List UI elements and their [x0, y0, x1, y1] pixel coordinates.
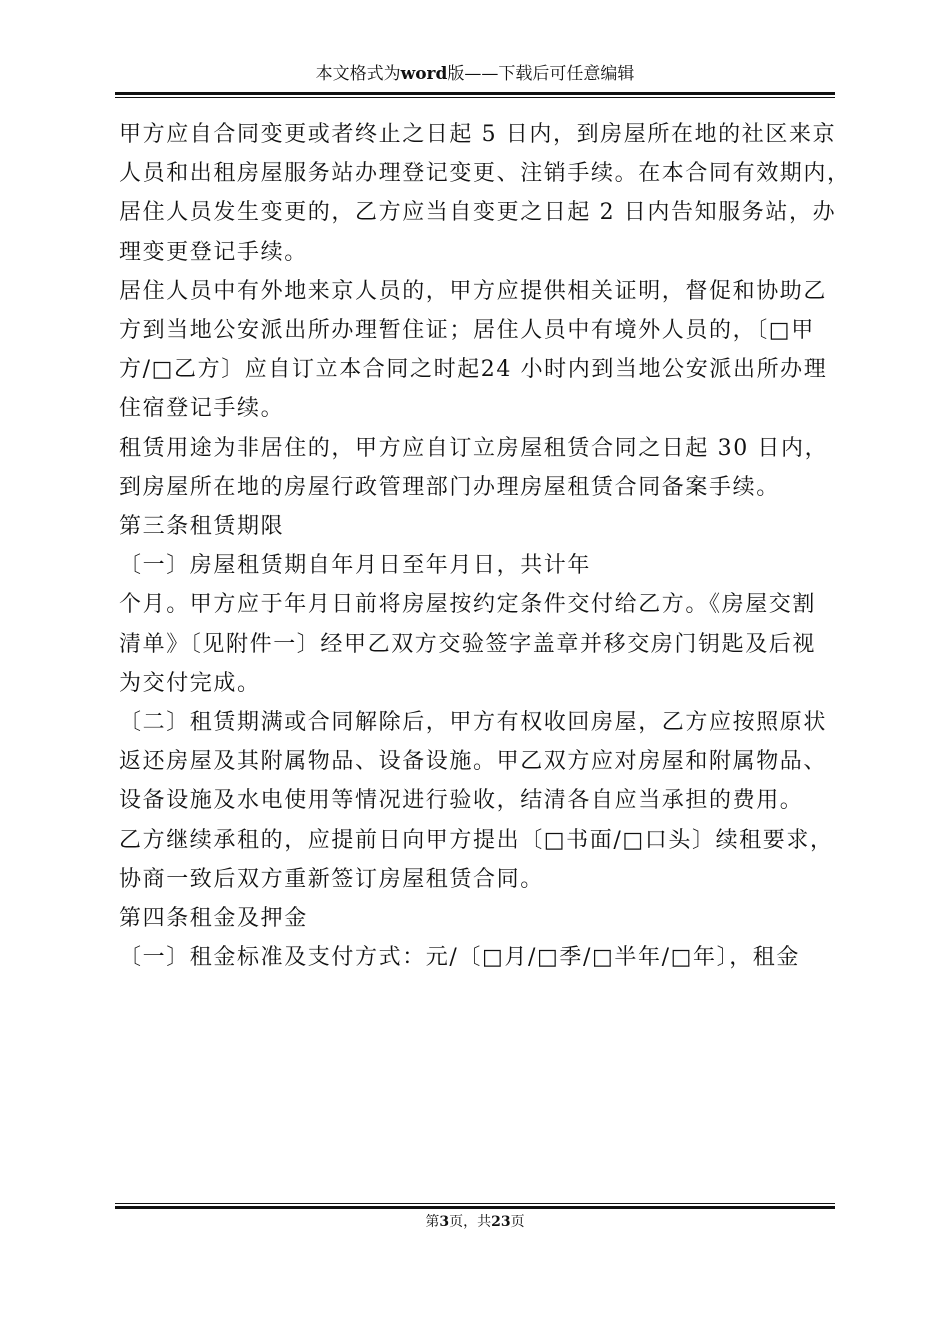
page-header	[0, 62, 950, 86]
body-line: 个月。甲方应于年月日前将房屋按约定条件交付给乙方。《房屋交割	[119, 592, 817, 618]
header-rule-thick	[115, 92, 835, 95]
document-body	[119, 115, 851, 977]
section-heading-article-4: 第四条租金及押金	[119, 906, 308, 932]
body-line: 居住人员发生变更的，乙方应当自变更之日起 2 日内告知服务站，办	[119, 200, 837, 226]
page-footer	[0, 1212, 950, 1232]
footer-text: 第	[425, 1214, 440, 1230]
total-page-count: 23	[491, 1214, 511, 1230]
footer-text: 页，共	[449, 1214, 492, 1230]
footer-text: 页	[510, 1214, 525, 1230]
body-line: 〔一〕房屋租赁期自年月日至年月日，共计年	[119, 553, 592, 579]
body-line: 方到当地公安派出所办理暂住证；居住人员中有境外人员的，〔□甲	[119, 318, 815, 344]
header-rule-thin	[115, 97, 835, 98]
current-page-number: 3	[439, 1214, 450, 1230]
footer-rule-thick	[115, 1206, 835, 1209]
body-line: 〔一〕租金标准及支付方式：元/〔□月/□季/□半年/□年〕，租金	[119, 945, 800, 971]
body-line: 〔二〕租赁期满或合同解除后，甲方有权收回房屋，乙方应按照原状	[119, 710, 828, 736]
body-line: 居住人员中有外地来京人员的，甲方应提供相关证明，督促和协助乙	[119, 278, 828, 304]
body-line: 返还房屋及其附属物品、设备设施。甲乙双方应对房屋和附属物品、	[119, 749, 828, 775]
body-line: 甲方应自合同变更或者终止之日起 5 日内，到房屋所在地的社区来京	[119, 122, 837, 147]
body-line: 租赁用途为非居住的，甲方应自订立房屋租赁合同之日起 30 日内，	[119, 435, 829, 461]
header-format-word: word	[400, 64, 448, 84]
body-line: 方/□乙方〕应自订立本合同之时起24 小时内到当地公安派出所办理	[119, 357, 828, 383]
body-line: 设备设施及水电使用等情况进行验收，结清各自应当承担的费用。	[119, 788, 804, 814]
body-line: 住宿登记手续。	[119, 396, 285, 422]
body-line: 清单》〔见附件一〕经甲乙双方交验签字盖章并移交房门钥匙及后视	[119, 631, 817, 657]
body-line: 乙方继续承租的，应提前日向甲方提出〔□书面/□口头〕续租要求，	[119, 827, 834, 853]
body-line: 到房屋所在地的房屋行政管理部门办理房屋租赁合同备案手续。	[119, 474, 780, 500]
body-line: 理变更登记手续。	[119, 239, 308, 265]
body-line: 协商一致后双方重新签订房屋租赁合同。	[119, 866, 544, 892]
body-line: 人员和出租房屋服务站办理登记变更、注销手续。在本合同有效期内，	[119, 161, 851, 187]
header-suffix: 版——下载后可任意编辑	[447, 64, 635, 84]
section-heading-article-3: 第三条租赁期限	[119, 514, 285, 540]
header-prefix: 本文格式为	[315, 64, 401, 84]
footer-rule-thin	[115, 1203, 835, 1204]
body-line: 为交付完成。	[119, 670, 261, 696]
